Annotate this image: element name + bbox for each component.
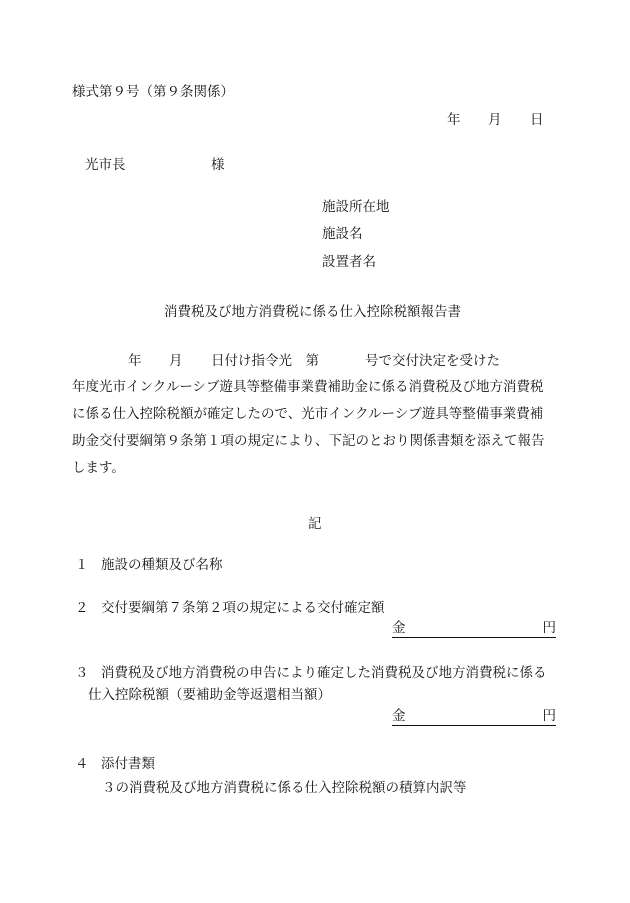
item-number: １	[75, 557, 89, 573]
body-first-month: 月	[169, 353, 183, 369]
date-year-label: 年	[447, 112, 461, 128]
item-3-continuation: 仕入控除税額（要補助金等返還相当額）	[88, 687, 331, 703]
date-month-label: 月	[488, 112, 502, 128]
body-first-year: 年	[128, 353, 142, 369]
item-number: ４	[75, 756, 89, 772]
item-text: 施設の種類及び名称	[101, 557, 223, 573]
body-line: 助金交付要綱第９条第１項の規定により、下記のとおり関係書類を添えて報告	[72, 433, 545, 449]
body-line: します。	[72, 460, 125, 476]
addressee-honorific: 様	[211, 157, 225, 173]
yen-suffix: 円	[542, 708, 556, 724]
item-text: 交付要綱第７条第２項の規定による交付確定額	[101, 600, 385, 616]
date-day-label: 日	[530, 112, 544, 128]
installer-name-label: 設置者名	[322, 254, 376, 270]
item-1	[75, 556, 223, 574]
addressee-title: 光市長	[85, 157, 126, 173]
refund-amount-field[interactable]	[392, 707, 556, 726]
yen-suffix: 円	[542, 620, 556, 636]
item-4	[75, 755, 155, 773]
facility-location-label: 施設所在地	[322, 199, 390, 215]
body-first-end: 号で交付決定を受けた	[365, 353, 500, 369]
body-line: 年度光市インクルーシブ遊具等整備事業費補助金に係る消費税及び地方消費税	[72, 379, 544, 395]
item-2	[75, 599, 385, 617]
item-number: ３	[75, 665, 89, 681]
body-paragraph	[72, 374, 558, 482]
item-number: ２	[75, 600, 89, 616]
ki-heading: 記	[308, 516, 322, 532]
document-title: 消費税及び地方消費税に係る仕入控除税額報告書	[164, 304, 461, 320]
yen-prefix: 金	[392, 708, 406, 724]
facility-name-label: 施設名	[322, 226, 363, 242]
item-4-detail: ３の消費税及び地方消費税に係る仕入控除税額の積算内訳等	[102, 780, 467, 796]
confirmed-amount-field[interactable]	[392, 619, 556, 638]
yen-prefix: 金	[392, 620, 406, 636]
body-line: に係る仕入控除税額が確定したので、光市インクルーシブ遊具等整備事業費補	[72, 406, 544, 422]
form-number: 様式第９号（第９条関係）	[72, 84, 234, 100]
body-first-mid: 日付け指令光 第	[211, 353, 319, 369]
item-text: 消費税及び地方消費税の申告により確定した消費税及び地方消費税に係る	[101, 665, 547, 681]
item-3	[75, 664, 547, 682]
item-text: 添付書類	[101, 756, 155, 772]
